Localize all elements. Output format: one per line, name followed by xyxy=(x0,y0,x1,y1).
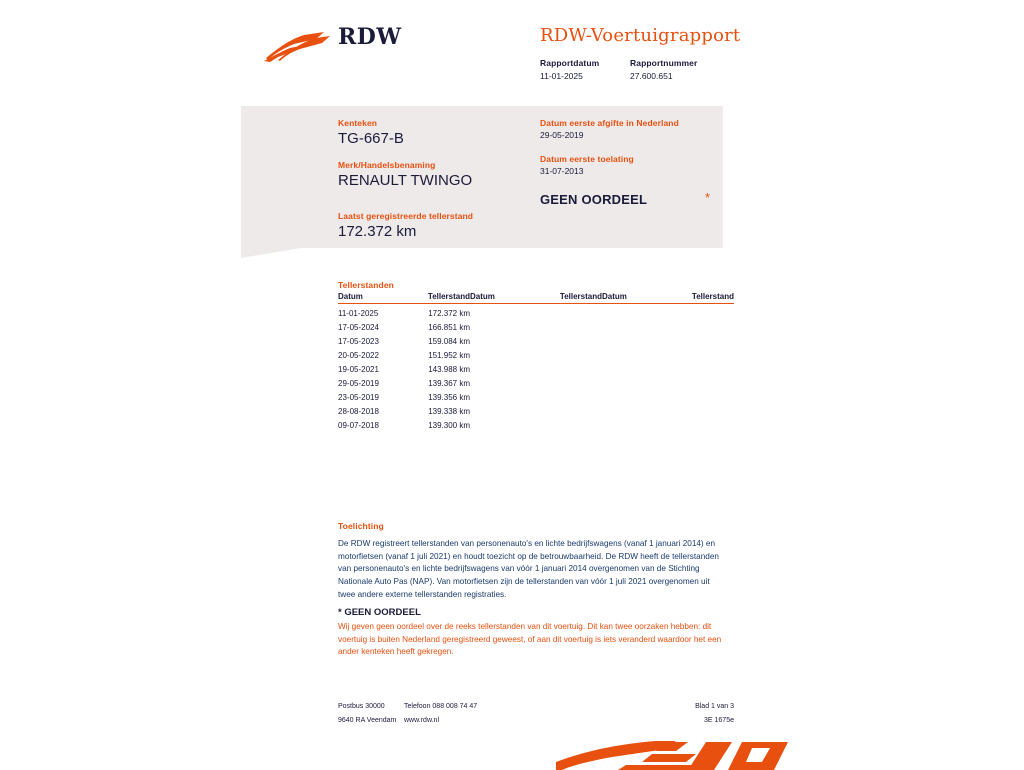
logo-wordmark: RDW xyxy=(338,24,402,50)
footer-row-1 xyxy=(338,703,734,710)
cell-datum: 28-08-2018 xyxy=(338,407,379,416)
footer-website[interactable]: www.rdw.nl xyxy=(404,717,440,724)
table-row xyxy=(338,416,470,430)
table-column-2 xyxy=(470,292,602,430)
cell-tellerstand: 172.372 km xyxy=(428,309,470,318)
verdict-badge: GEEN OORDEEL xyxy=(540,192,648,207)
meta-value: 27.600.651 xyxy=(630,71,673,81)
column-header-datum: Datum xyxy=(338,292,363,301)
cell-datum: 23-05-2019 xyxy=(338,393,379,402)
footer-row-2 xyxy=(338,717,734,724)
cell-tellerstand: 139.300 km xyxy=(428,421,470,430)
kenteken-value: TG-667-B xyxy=(338,130,404,147)
table-row xyxy=(338,332,470,346)
odometer-block xyxy=(338,211,473,253)
table-header-row xyxy=(470,292,602,304)
column-header-tellerstand: Tellerstand xyxy=(559,292,602,301)
column-header-datum: Datum xyxy=(470,292,495,301)
cell-tellerstand: 159.084 km xyxy=(428,337,470,346)
table-row xyxy=(338,374,470,388)
toelichting-title: Toelichting xyxy=(338,521,384,531)
cell-tellerstand: 143.988 km xyxy=(428,365,470,374)
verdict-footnote-marker: * xyxy=(705,190,711,205)
report-meta xyxy=(540,58,697,81)
geen-oordeel-body: Wij geven geen oordeel over de reeks tellerstanden van dit voertuig. Dit kan twee oorzaken hebben: dit voertuig is buiten Nederland geregistreerd geweest, of aan dit voertuig is iets veranderd waardoor het een ander kenteken heeft gekregen. xyxy=(338,622,722,657)
toelichting-body: De RDW registreert tellerstanden van personenauto's en lichte bedrijfswagens (vanaf 1 januari 2014) en motorfietsen (vanaf 1 juli 2021) en houdt toezicht op de betrouwbaarheid. De RDW heeft de tellerstanden van personenauto's en lichte bedrijfswagens van vóór 1 januari 2014 overgenomen van de Stichting Nationale Auto Pas (NAP). Van motorfietsen zijn de tellerstanden van vóór 1 juli 2021 overgenomen uit twee andere externe tellerstanden registraties. xyxy=(338,539,719,599)
cell-datum: 20-05-2022 xyxy=(338,351,379,360)
kenteken-label: Kenteken xyxy=(338,118,378,128)
cell-tellerstand: 139.356 km xyxy=(428,393,470,402)
page-footer xyxy=(338,703,734,731)
cell-tellerstand: 139.338 km xyxy=(428,407,470,416)
table-row xyxy=(338,388,470,402)
odometer-label: Laatst geregistreerde tellerstand xyxy=(338,211,474,221)
meta-rapportnummer xyxy=(630,58,697,81)
cell-datum: 11-01-2025 xyxy=(338,309,379,318)
table-header-row xyxy=(602,292,734,304)
table-header-row xyxy=(338,292,470,304)
meta-label: Rapportdatum xyxy=(540,58,600,68)
table-body-1 xyxy=(338,304,470,430)
table-column-3 xyxy=(602,292,734,430)
cell-datum: 29-05-2019 xyxy=(338,379,379,388)
cell-tellerstand: 151.952 km xyxy=(428,351,470,360)
merk-label: Merk/Handelsbenaming xyxy=(338,160,436,170)
table-row xyxy=(338,360,470,374)
toelating-value: 31-07-2013 xyxy=(540,166,584,176)
cell-tellerstand: 166.851 km xyxy=(428,323,470,332)
vehicle-summary-panel xyxy=(241,106,723,248)
meta-value: 11-01-2025 xyxy=(540,71,583,81)
footer-postbus: Postbus 30000 xyxy=(338,703,385,710)
footer-code: 3E 1675e xyxy=(704,717,734,724)
meta-rapportdatum xyxy=(540,58,604,81)
cell-datum: 09-07-2018 xyxy=(338,421,379,430)
geen-oordeel-heading: * GEEN OORDEEL xyxy=(338,607,421,618)
cell-datum: 17-05-2024 xyxy=(338,323,379,332)
panel-corner-notch xyxy=(241,248,301,258)
table-row xyxy=(338,402,470,416)
meta-label: Rapportnummer xyxy=(630,58,698,68)
table-row xyxy=(338,346,470,360)
rdw-logo xyxy=(264,24,464,74)
tellerstanden-title: Tellerstanden xyxy=(338,280,394,290)
summary-left-column xyxy=(338,118,528,202)
odometer-value: 172.372 km xyxy=(338,223,417,240)
toelating-label: Datum eerste toelating xyxy=(540,154,634,164)
afgifte-label: Datum eerste afgifte in Nederland xyxy=(540,118,679,128)
table-row xyxy=(338,318,470,332)
rdw-logo-icon xyxy=(264,30,330,64)
table-column-1 xyxy=(338,292,470,430)
column-header-tellerstand: Tellerstand xyxy=(691,292,734,301)
rdw-footer-icon xyxy=(556,740,788,770)
footer-plaats: 9640 RA Veendam xyxy=(338,717,397,724)
column-header-tellerstand: Tellerstand xyxy=(427,292,470,301)
merk-value: RENAULT TWINGO xyxy=(338,172,473,189)
summary-right-column xyxy=(540,118,720,190)
report-title: RDW-Voertuigrapport xyxy=(540,25,741,46)
footer-blad: Blad 1 van 3 xyxy=(695,703,734,710)
cell-tellerstand: 139.367 km xyxy=(428,379,470,388)
afgifte-value: 29-05-2019 xyxy=(540,130,584,140)
footer-telefoon: Telefoon 088 008 74 47 xyxy=(404,703,478,710)
table-row xyxy=(338,304,470,318)
column-header-datum: Datum xyxy=(602,292,627,301)
footer-rdw-graphic xyxy=(556,740,788,770)
cell-datum: 17-05-2023 xyxy=(338,337,379,346)
tellerstanden-table xyxy=(338,292,734,430)
cell-datum: 19-05-2021 xyxy=(338,365,379,374)
